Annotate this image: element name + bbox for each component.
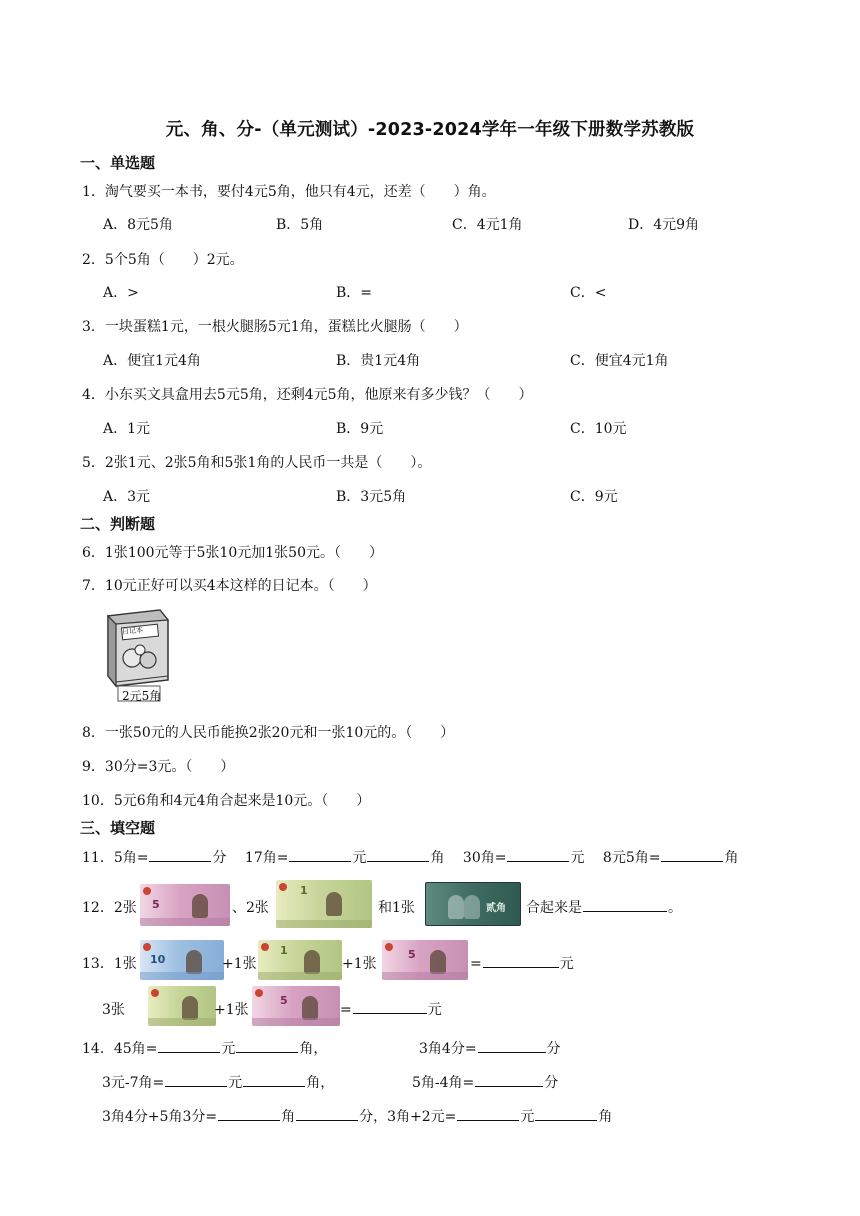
banknote-1-yuan-image: 1 — [276, 880, 372, 928]
question-12-text-1: 12．2张 — [82, 900, 137, 916]
q5-option-a[interactable]: A．3元 — [103, 489, 151, 505]
diary-book-price: 2元5角 — [122, 689, 162, 703]
q1-option-b[interactable]: B．5角 — [276, 217, 324, 233]
diary-book-label: 日记本 — [121, 625, 144, 637]
q1-option-a[interactable]: A．8元5角 — [103, 217, 173, 233]
q11-blank-4[interactable] — [507, 848, 569, 862]
q3-option-a[interactable]: A．便宜1元4角 — [103, 353, 201, 369]
q14-r3-text-b: 角 — [281, 1109, 296, 1125]
question-13-text-3: +1张 — [342, 956, 377, 972]
q2-option-b[interactable]: B．= — [336, 285, 373, 301]
q2-option-c[interactable]: C．< — [570, 285, 607, 301]
q14-r2-text-a: 3元-7角= — [102, 1075, 165, 1091]
q14-r1-text-a: 14．45角= — [82, 1041, 158, 1057]
q14-r1-text-c: 角， — [299, 1041, 328, 1057]
question-13-text-7: +1张 — [214, 1002, 249, 1018]
q3-option-c[interactable]: C．便宜4元1角 — [570, 353, 669, 369]
q13-text-9: 元 — [427, 1002, 442, 1018]
q1-option-c[interactable]: C．4元1角 — [452, 217, 523, 233]
question-7: 7．10元正好可以买4本这样的日记本。（ ） — [82, 578, 377, 594]
q14-r2-blank-2[interactable] — [243, 1073, 305, 1087]
q14-r1-blank-2[interactable] — [236, 1039, 298, 1053]
question-13-text-2: +1张 — [222, 956, 257, 972]
diary-book-image — [102, 608, 174, 704]
q11-text-8: 8元5角= — [602, 850, 661, 866]
q11-text-9: 角 — [724, 850, 739, 866]
question-12-text-3: 和1张 — [378, 900, 415, 916]
question-12-text-2: 、2张 — [232, 900, 269, 916]
question-8: 8．一张50元的人民币能换2张20元和一张10元的。（ ） — [82, 725, 455, 741]
q14-r2-text-e: 分 — [544, 1075, 559, 1091]
q14-r1-text-e: 分 — [546, 1041, 561, 1057]
banknote-1-yuan-image-2: 1 — [258, 940, 342, 980]
q4-option-a[interactable]: A．1元 — [103, 421, 151, 437]
q14-r3-blank-3[interactable] — [457, 1107, 519, 1121]
q14-r1-blank-1[interactable] — [158, 1039, 220, 1053]
question-3: 3．一块蛋糕1元，一根火腿肠5元1角，蛋糕比火腿肠（ ） — [82, 319, 468, 335]
q14-r3-text-a: 3角4分+5角3分= — [102, 1109, 218, 1125]
q5-option-c[interactable]: C．9元 — [570, 489, 618, 505]
question-14-row-2b — [412, 1072, 558, 1092]
question-2: 2．5个5角（ ）2元。 — [82, 252, 244, 268]
q12-text-5: 。 — [668, 900, 682, 916]
q5-option-b[interactable]: B．3元5角 — [336, 489, 407, 505]
q14-r1-blank-3[interactable] — [478, 1039, 546, 1053]
question-1: 1．淘气要买一本书，要付4元5角，他只有4元，还差（ ）角。 — [82, 184, 496, 200]
banknote-2-jiao-image: 贰角 — [425, 882, 521, 926]
question-14-row-1a — [82, 1038, 327, 1058]
banknote-5-yuan-image: 5 — [140, 884, 230, 926]
q14-r1-text-d: 3角4分= — [419, 1041, 477, 1057]
q11-blank-1[interactable] — [149, 848, 211, 862]
q14-r3-blank-2[interactable] — [296, 1107, 358, 1121]
q4-option-b[interactable]: B．9元 — [336, 421, 384, 437]
q11-text-1: 11．5角= — [82, 850, 149, 866]
question-13-tail-2 — [340, 999, 442, 1019]
q14-r1-text-b: 元 — [221, 1041, 236, 1057]
section-heading-fill-blank: 三、填空题 — [80, 819, 156, 837]
q11-text-7: 元 — [570, 850, 585, 866]
banknote-5-yuan-image-3: 5 — [252, 986, 340, 1026]
q14-r2-blank-3[interactable] — [475, 1073, 543, 1087]
q13-text-5: 元 — [559, 956, 574, 972]
q14-r3-blank-1[interactable] — [218, 1107, 280, 1121]
q14-r3-text-e: 角 — [598, 1109, 613, 1125]
question-9: 9．30分=3元。（ ） — [82, 759, 235, 775]
q14-r3-blank-4[interactable] — [535, 1107, 597, 1121]
q11-text-3: 17角= — [244, 850, 289, 866]
banknote-5-yuan-image-2: 5 — [382, 940, 468, 980]
q13-blank-2[interactable] — [353, 1000, 427, 1014]
question-13-text-1: 13．1张 — [82, 956, 137, 972]
q11-blank-5[interactable] — [661, 848, 723, 862]
question-13-tail-1 — [470, 953, 574, 973]
q14-r2-text-d: 5角-4角= — [412, 1075, 475, 1091]
question-14-row-1b — [419, 1038, 561, 1058]
question-4: 4．小东买文具盒用去5元5角，还剩4元5角，他原来有多少钱？（ ） — [82, 387, 533, 403]
q11-text-6: 30角= — [462, 850, 507, 866]
section-heading-true-false: 二、判断题 — [80, 515, 156, 533]
q3-option-b[interactable]: B．贵1元4角 — [336, 353, 421, 369]
q14-r3-text-c: 分，3角+2元= — [359, 1109, 457, 1125]
q11-text-4: 元 — [352, 850, 367, 866]
question-6: 6．1张100元等于5张10元加1张50元。（ ） — [82, 545, 383, 561]
q4-option-c[interactable]: C．10元 — [570, 421, 627, 437]
q13-text-8: = — [340, 1002, 352, 1018]
q11-text-5: 角 — [430, 850, 445, 866]
q13-blank-1[interactable] — [483, 954, 559, 968]
question-14-row-2a — [102, 1072, 334, 1092]
q14-r2-blank-1[interactable] — [165, 1073, 227, 1087]
q14-r3-text-d: 元 — [520, 1109, 535, 1125]
q1-option-d[interactable]: D．4元9角 — [628, 217, 700, 233]
q12-text-4: 合起来是 — [526, 900, 582, 916]
section-heading-single-choice: 一、单选题 — [80, 154, 156, 172]
q11-blank-2[interactable] — [289, 848, 351, 862]
q14-r2-text-b: 元 — [228, 1075, 243, 1091]
q12-blank[interactable] — [583, 898, 667, 912]
q2-option-a[interactable]: A．> — [103, 285, 139, 301]
question-13-text-6: 3张 — [102, 1002, 125, 1018]
q11-text-2: 分 — [212, 850, 227, 866]
question-5: 5．2张1元、2张5角和5张1角的人民币一共是（ ）。 — [82, 455, 432, 471]
question-10: 10．5元6角和4元4角合起来是10元。（ ） — [82, 793, 371, 809]
q14-r2-text-c: 角， — [306, 1075, 335, 1091]
banknote-1-yuan-image-3 — [148, 986, 216, 1026]
q11-blank-3[interactable] — [367, 848, 429, 862]
question-14-row-3 — [102, 1106, 612, 1126]
question-11 — [82, 847, 738, 867]
question-12-tail — [526, 897, 682, 917]
q13-text-4: = — [470, 956, 482, 972]
page-title: 元、角、分-（单元测试）-2023-2024学年一年级下册数学苏教版 — [165, 120, 695, 140]
banknote-10-yuan-image: 10 — [140, 940, 224, 980]
